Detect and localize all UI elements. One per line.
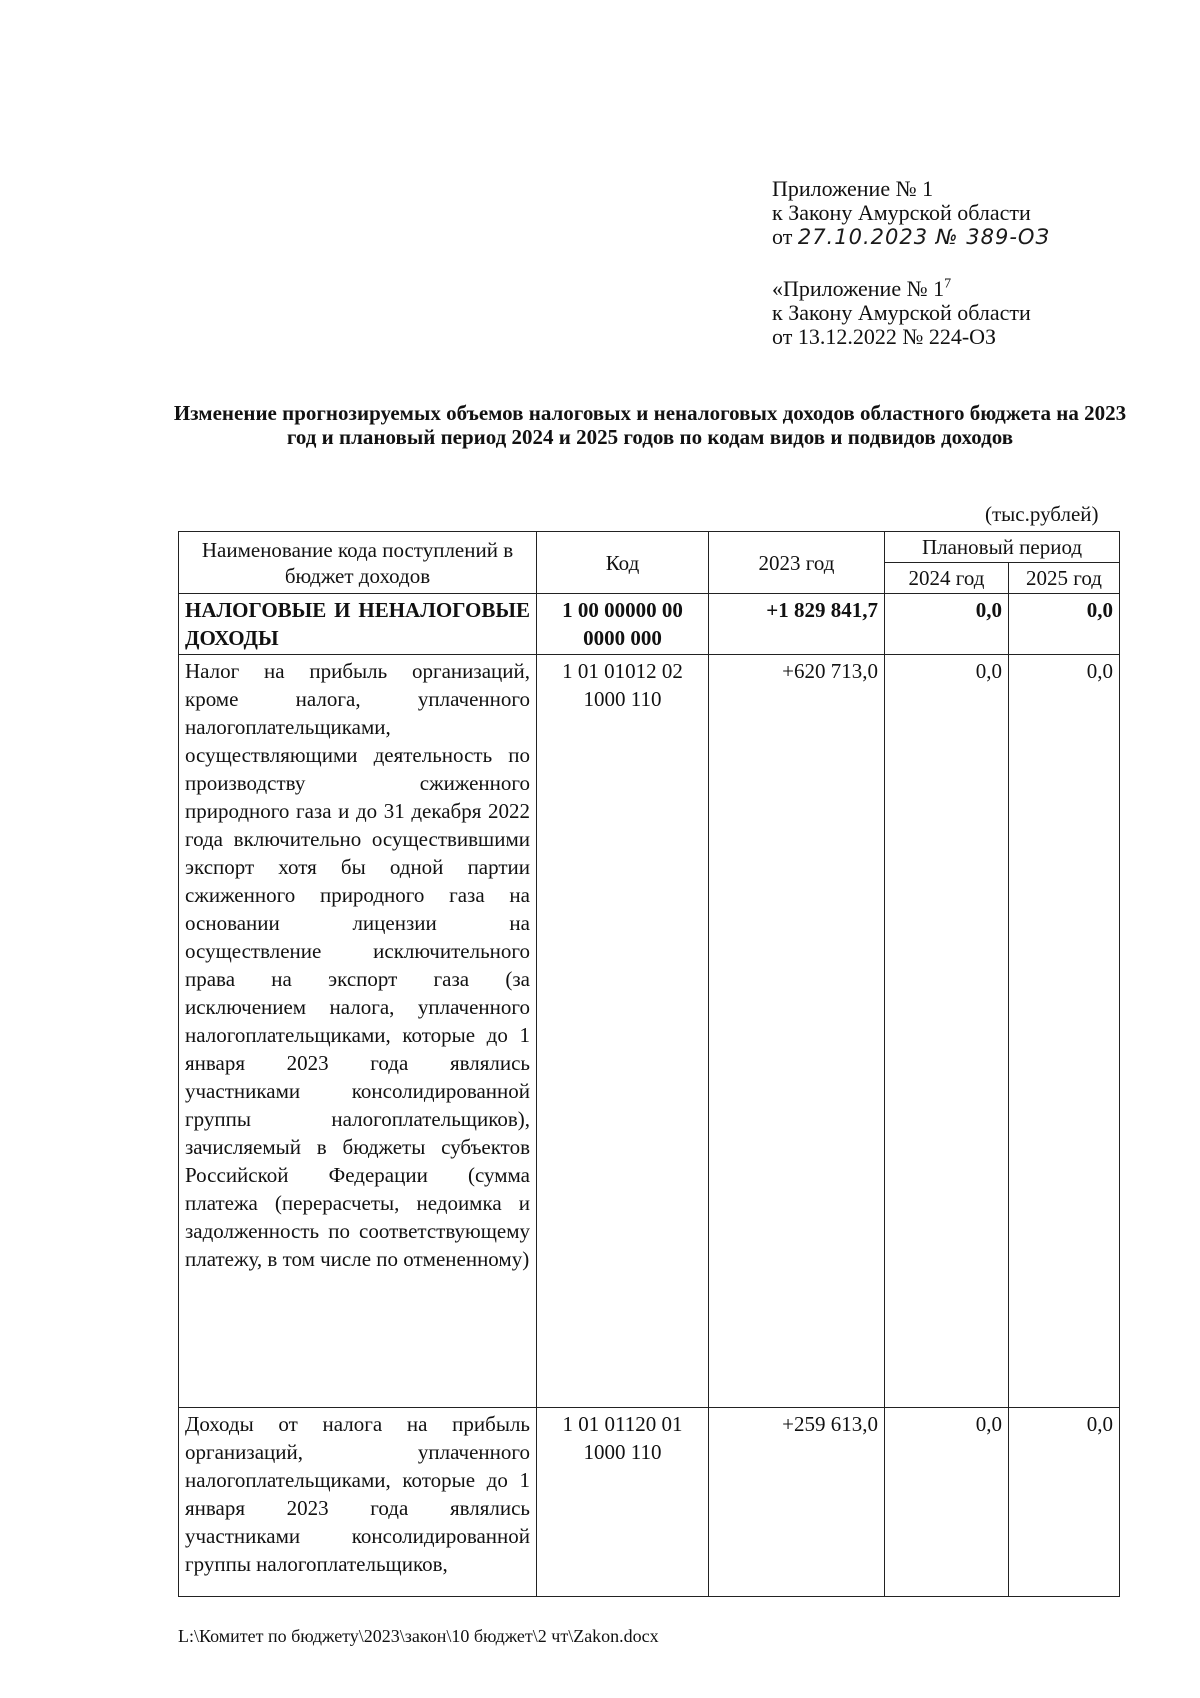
- row-name: НАЛОГОВЫЕ И НЕНАЛОГОВЫЕ ДОХОДЫ: [179, 594, 537, 655]
- appendix-superscript: 7: [944, 276, 952, 292]
- row-name: Налог на прибыль организаций, кроме налога, уплаченного налогоплательщиками, осуществляющими деятельность по производству сжиженного природного газа и до 31 декабря 2022 года включительно осуществившими экспорт хотя бы одной партии сжиженного природного газа на основании лицензии на осуществление исключительного права на экспорт газа (за исключением налога, уплаченного налогоплательщиками, которые до 1 января 2023 года являлись участниками консолидированной группы налогоплательщиков), зачисляемый в бюджеты субъектов Российской Федерации (сумма платежа (перерасчеты, недоимка и задолженность по соответствующему платежу, в том числе по отмененному): [179, 655, 537, 1408]
- header-2023: 2023 год: [709, 532, 885, 594]
- row-value-2023: +259 613,0: [709, 1408, 885, 1597]
- handwritten-date-number: 27.10.2023 № 389-ОЗ: [797, 225, 1050, 249]
- appendix-number: Приложение № 1: [772, 176, 934, 201]
- units-label: (тыс.рублей): [985, 502, 1099, 526]
- appendix-date-prefix: от: [772, 224, 793, 249]
- row-value-2025: 0,0: [1009, 1408, 1120, 1597]
- row-value-2025: 0,0: [1009, 655, 1120, 1408]
- row-code: 1 01 01012 02 1000 110: [537, 655, 709, 1408]
- header-code: Код: [537, 532, 709, 594]
- row-value-2023: +620 713,0: [709, 655, 885, 1408]
- row-code: 1 00 00000 00 0000 000: [537, 594, 709, 655]
- table-row: [179, 655, 1120, 1408]
- appendix-law-reference: к Закону Амурской области: [772, 200, 1031, 225]
- file-path-footer: L:\Комитет по бюджету\2023\закон\10 бюджет\2 чт\Zakon.docx: [178, 1626, 659, 1646]
- table-row: [179, 1408, 1120, 1597]
- row-code: 1 01 01120 01 1000 110: [537, 1408, 709, 1597]
- revenue-table: [178, 531, 1120, 1597]
- header-2025: 2025 год: [1009, 563, 1120, 594]
- header-2024: 2024 год: [885, 563, 1009, 594]
- row-name: Доходы от налога на прибыль организаций, уплаченного налогоплательщиками, которые до 1 января 2023 года являлись участниками консолидированной группы налогоплательщиков,: [179, 1408, 537, 1597]
- table-header-row: [179, 532, 1120, 563]
- original-appendix-number: «Приложение № $1^7$: [772, 276, 952, 301]
- table-row: [179, 594, 1120, 655]
- row-value-2024: 0,0: [885, 655, 1009, 1408]
- row-value-2023: +1 829 841,7: [709, 594, 885, 655]
- appendix-header: [772, 177, 1050, 249]
- original-appendix-header: [772, 277, 1031, 349]
- row-value-2024: 0,0: [885, 594, 1009, 655]
- original-law-date: от 13.12.2022 № 224-ОЗ: [772, 324, 997, 349]
- original-law-reference: к Закону Амурской области: [772, 300, 1031, 325]
- header-name: Наименование кода поступлений в бюджет доходов: [179, 532, 537, 594]
- row-value-2024: 0,0: [885, 1408, 1009, 1597]
- header-planned-period: Плановый период: [885, 532, 1120, 563]
- appendix-date-line: [772, 225, 1050, 249]
- row-value-2025: 0,0: [1009, 594, 1120, 655]
- document-title: Изменение прогнозируемых объемов налоговых и неналоговых доходов областного бюджета на 2023 год и плановый период 2024 и 2025 годов по кодам видов и подвидов доходов: [173, 401, 1127, 449]
